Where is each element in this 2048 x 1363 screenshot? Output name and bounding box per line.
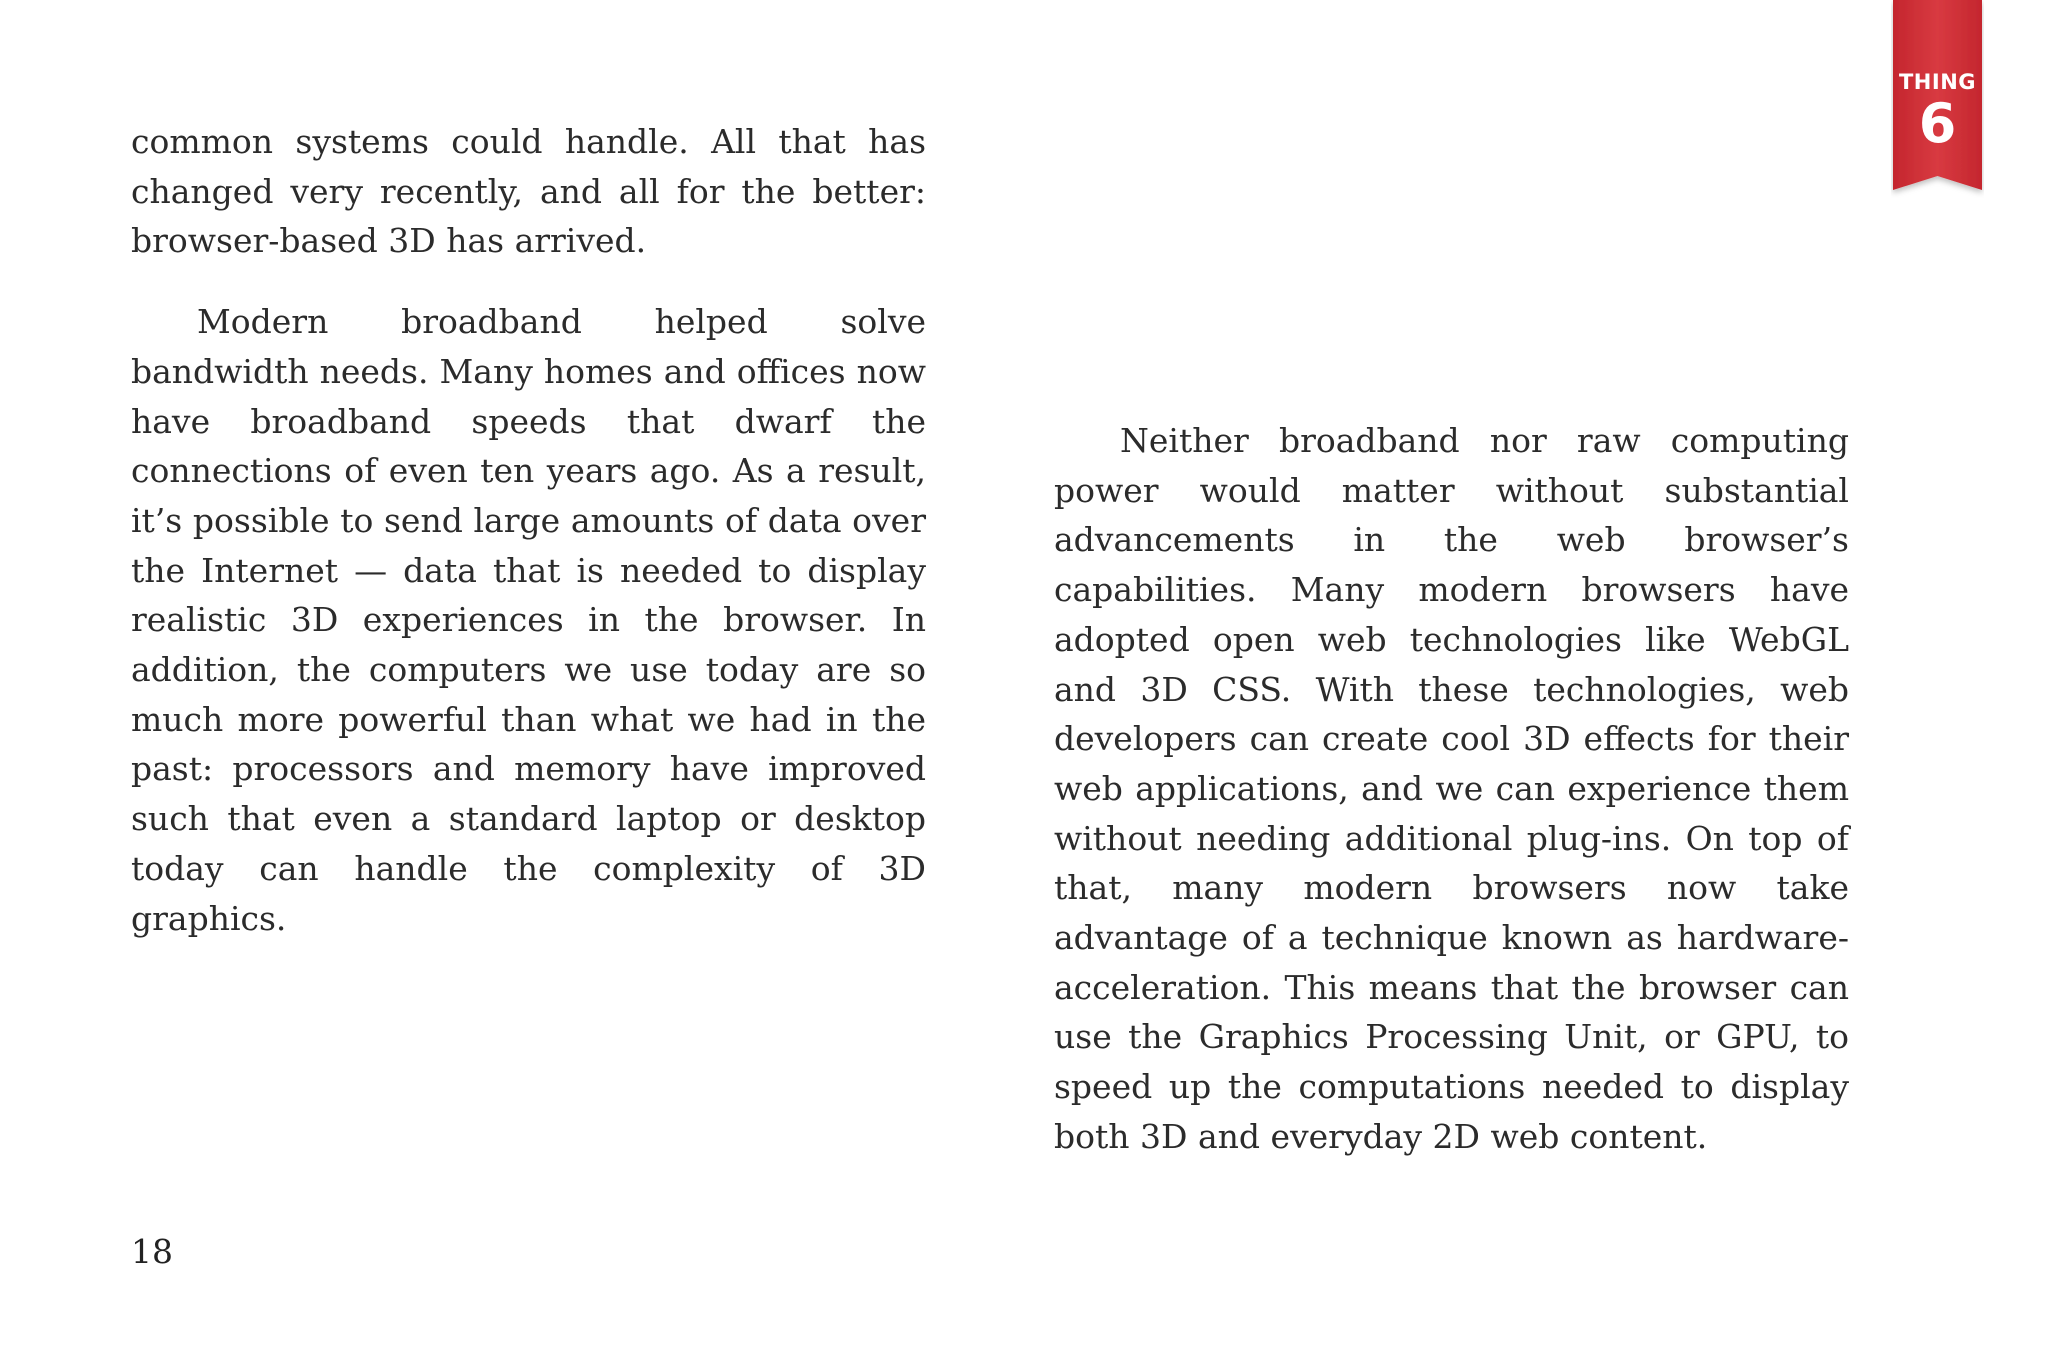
chapter-ribbon xyxy=(1891,0,1984,198)
ribbon-label: THING xyxy=(1898,70,1977,94)
left-column xyxy=(131,117,926,943)
page-number: 18 xyxy=(131,1232,173,1271)
ribbon-number: 6 xyxy=(1918,92,1957,155)
paragraph: Modern broadband helped solve bandwidth needs. Many homes and offices now have broadband speeds that dwarf the connections of even ten years ago. As a result, it’s possible to send large amounts of data over the Internet — data that is needed to display realistic 3D experiences in the browser. In addition, the computers we use today are so much more powerful than what we had in the past: processors and memory have improved such that even a standard laptop or desktop today can handle the complexity of 3D graphics. xyxy=(131,302,926,938)
right-column xyxy=(1054,416,1849,1162)
paragraph: Neither broadband nor raw computing power would matter without substantial advancements in the web browser’s capabilities. Many modern browsers have adopted open web technologies like WebGL and 3D CSS. With these technologies, web developers can create cool 3D effects for their web applications, and we can experience them without needing additional plug-ins. On top of that, many modern browsers now take advantage of a technique known as hardware-acceleration. This means that the browser can use the Graphics Processing Unit, or GPU, to speed up the computations needed to display both 3D and everyday 2D web content. xyxy=(1054,421,1849,1156)
paragraph: common systems could handle. All that has changed very recently, and all for the better: browser-based 3D has arrived. xyxy=(131,122,926,261)
